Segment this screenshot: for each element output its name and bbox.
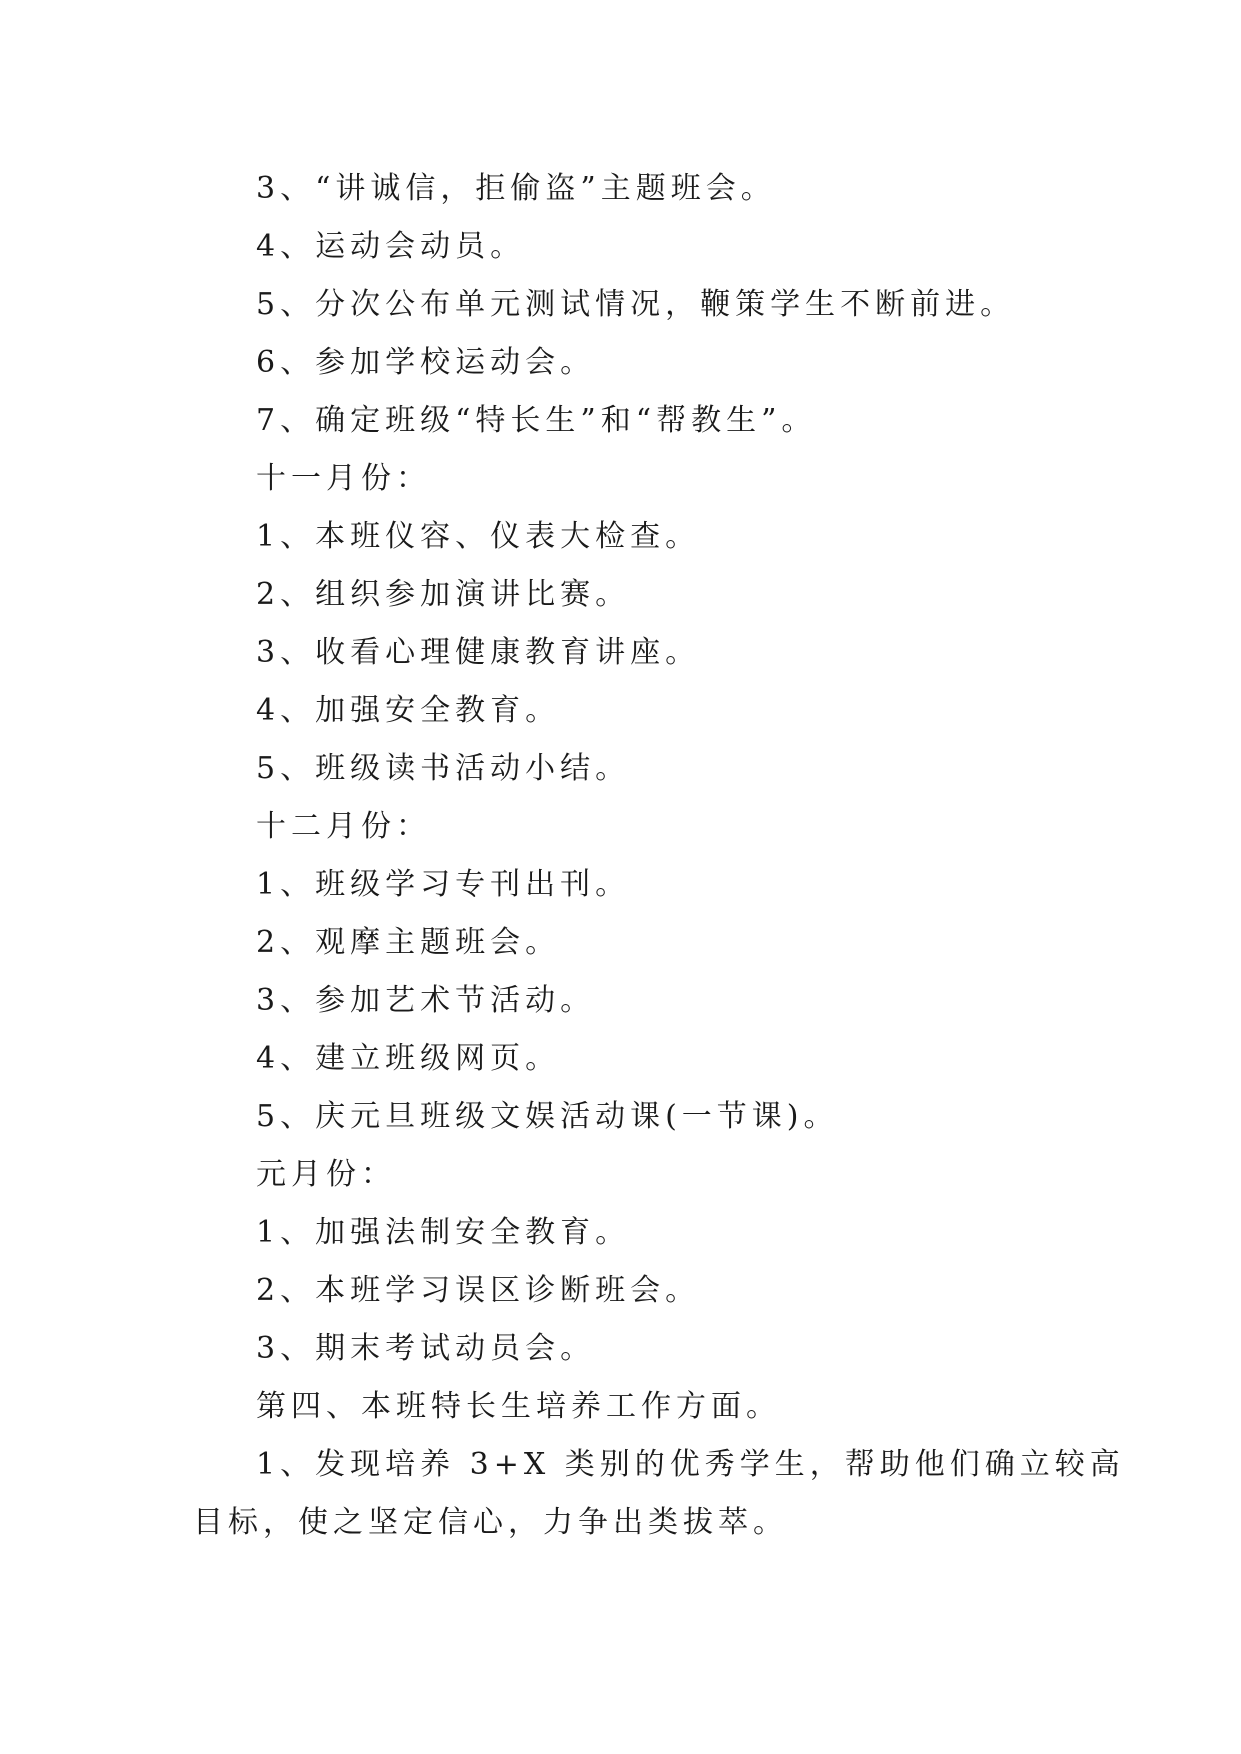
- list-item: 7、确定班级“特长生”和“帮教生”。: [256, 403, 817, 438]
- list-item: 5、分次公布单元测试情况，鞭策学生不断前进。: [256, 287, 1016, 322]
- list-item: 2、组织参加演讲比赛。: [256, 577, 631, 612]
- section-heading: 十一月份：: [256, 461, 431, 496]
- paragraph-line: 1、发现培养 3+X 类别的优秀学生，帮助他们确立较高: [256, 1447, 1125, 1482]
- list-item: 2、本班学习误区诊断班会。: [256, 1273, 701, 1308]
- list-item: 3、期末考试动员会。: [256, 1331, 596, 1366]
- list-item: 4、运动会动员。: [256, 229, 526, 264]
- section-heading: 元月份：: [256, 1157, 396, 1192]
- list-item: 5、庆元旦班级文娱活动课(一节课)。: [256, 1099, 839, 1134]
- document-body: [193, 160, 1125, 1552]
- list-item: 3、参加艺术节活动。: [256, 983, 596, 1018]
- list-item: 6、参加学校运动会。: [256, 345, 596, 380]
- section-heading: 第四、本班特长生培养工作方面。: [256, 1389, 781, 1424]
- section-heading: 十二月份：: [256, 809, 431, 844]
- list-item: 2、观摩主题班会。: [256, 925, 561, 960]
- list-item: 3、“讲诚信，拒偷盗”主题班会。: [256, 171, 776, 206]
- list-item: 1、本班仪容、仪表大检查。: [256, 519, 701, 554]
- paragraph-line: 目标，使之坚定信心，力争出类拔萃。: [193, 1505, 788, 1540]
- list-item: 1、加强法制安全教育。: [256, 1215, 631, 1250]
- list-item: 4、建立班级网页。: [256, 1041, 561, 1076]
- list-item: 3、收看心理健康教育讲座。: [256, 635, 701, 670]
- list-item: 5、班级读书活动小结。: [256, 751, 631, 786]
- list-item: 4、加强安全教育。: [256, 693, 561, 728]
- list-item: 1、班级学习专刊出刊。: [256, 867, 631, 902]
